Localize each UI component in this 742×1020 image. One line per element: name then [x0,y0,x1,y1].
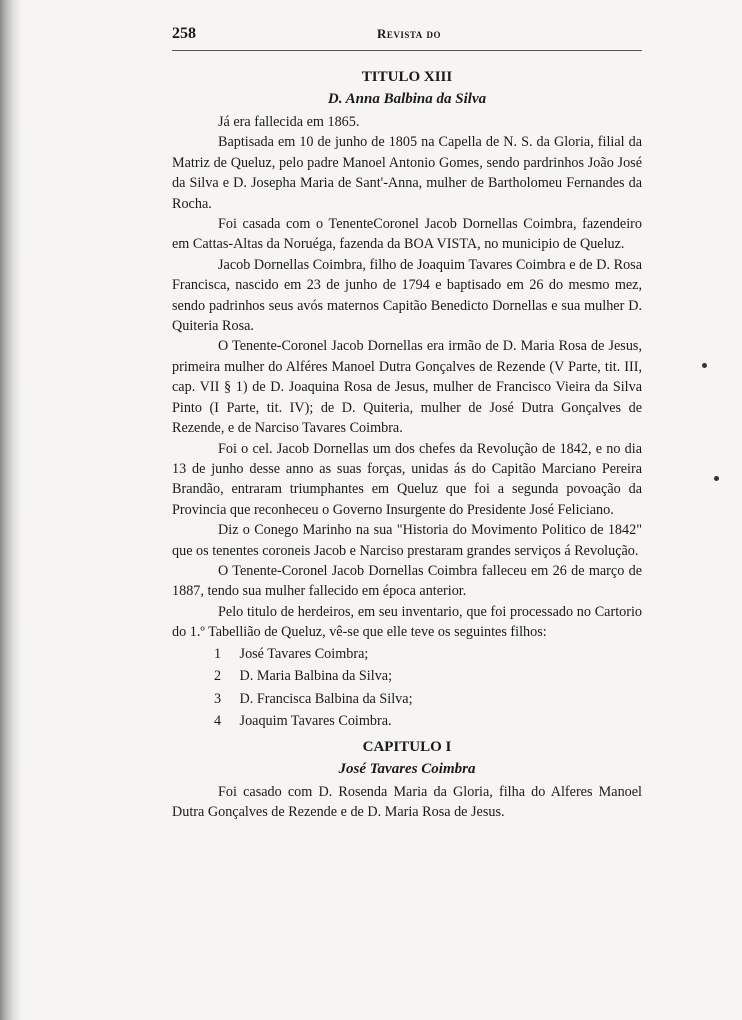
paragraph: Pelo titulo de herdeiros, em seu inventario, que foi processado no Cartorio do 1.º Tabellião de Queluz, vê-se que elle teve os seguintes filhos: [172,603,642,641]
list-item-number: 4 [214,713,222,730]
page-header [172,25,642,45]
margin-mark [714,476,719,481]
chapter-subtitle: José Tavares Coimbra [338,760,476,777]
list-item [214,665,642,688]
binding-shadow [0,0,22,1020]
paragraph: Foi o cel. Jacob Dornellas um dos chefes da Revolução de 1842, e no dia 13 de junho desse anno as suas forças, unidas ás do Capitão Marciano Pereira Brandão, entraram triumphantes em Queluz que foi a segunda povoação da Provincia que reconheceu o Governo Insurgente do Presidente José Feliciano. [172,440,642,518]
list-item [214,710,642,733]
list-item-number: 2 [214,668,222,685]
list-item-name: José Tavares Coimbra; [239,645,369,662]
list-item-name: Joaquim Tavares Coimbra. [239,713,392,730]
paragraph: Foi casada com o TenenteCoronel Jacob Dornellas Coimbra, fazendeiro em Cattas-Altas da Noruéga, fazenda da BOA VISTA, no municipio de Queluz. [172,216,642,253]
list-item-name: D. Maria Balbina da Silva; [239,668,393,685]
children-list [172,643,642,733]
running-head: Revista do [377,26,441,41]
chapter-title: CAPITULO I [362,738,452,755]
list-item-number: 3 [214,690,222,707]
paragraph: Foi casado com D. Rosenda Maria da Gloria, filha do Alferes Manoel Dutra Gonçalves de Rezende e de D. Maria Rosa de Jesus. [172,783,642,821]
header-rule [172,50,642,51]
paragraph: O Tenente-Coronel Jacob Dornellas Coimbra falleceu em 26 de março de 1887, tendo sua mulher fallecido em época anterior. [172,562,642,600]
section-subtitle: D. Anna Balbina da Silva [327,91,487,107]
paragraph: O Tenente-Coronel Jacob Dornellas era irmão de D. Maria Rosa de Jesus, primeira mulher do Alféres Manoel Dutra Gonçalves de Rezende (V Parte, tit. III, cap. VII § 1) de D. Joaquina Rosa de Jesus, mulher de Francisco Vieira da Silva Pinto (I Parte, tit. IV); de D. Quiteria, mulher de José Dutra Gonçalves de Rezende, e de Narciso Tavares Coimbra. [172,338,642,437]
page-number: 258 [172,25,196,42]
paragraph: Diz o Conego Marinho na sua "Historia do Movimento Politico de 1842" que os tenentes coroneis Jacob e Narciso prestaram grandes serviços á Revolução. [172,522,642,559]
paragraph: Já era fallecida em 1865. [218,114,360,130]
list-item-name: D. Francisca Balbina da Silva; [239,690,413,707]
page-body [172,66,642,823]
margin-mark [702,363,707,368]
list-item-number: 1 [214,645,222,662]
section-title: TITULO XIII [361,69,453,85]
paragraph: Baptisada em 10 de junho de 1805 na Capella de N. S. da Gloria, filial da Matriz de Queluz, pelo padre Manoel Antonio Gomes, sendo pardrinhos João José da Silva e D. Josepha Maria de Sant'-Anna, mulher de Bartholomeu Fernandes da Rocha. [172,134,642,212]
list-item [214,643,642,666]
list-item [214,688,642,711]
paragraph: Jacob Dornellas Coimbra, filho de Joaquim Tavares Coimbra e de D. Rosa Francisca, nascido em 23 de junho de 1794 e baptisado em 26 do mesmo mez, sendo padrinhos seus avós maternos Capitão Benedicto Dornellas e sua mulher D. Quiteria Rosa. [172,256,642,335]
